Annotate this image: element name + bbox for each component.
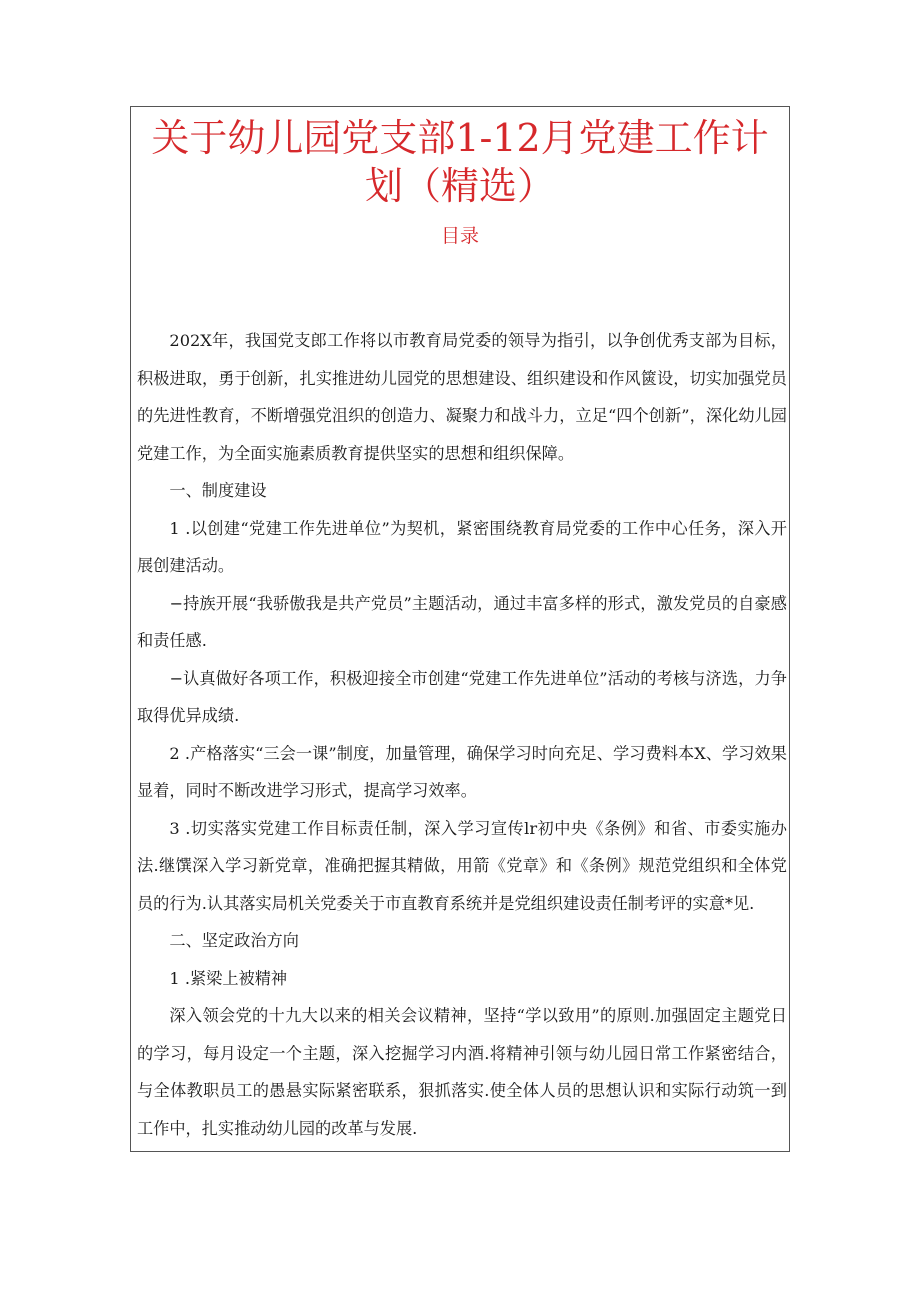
subheading-2-1: 1 .紧梁上被精神 bbox=[169, 968, 288, 988]
paragraph-1-3: 3 .切实落实党建工作目标责任制，深入学习宣传lr初中央《条例》和省、市委实施办法.继馔深入学习新党章，准确把握其精做，用箭《党章》和《条例》规范党组织和全体党员的行为.认其落实局机关党委关于市直教育系统并是党组织建设责任制考评的实意*见. bbox=[137, 818, 787, 913]
paragraph-1-1: 1 .以创建“党建工作先进单位”为契机，紧密围绕教育局党委的工作中心任务，深入开展创建活动。 bbox=[137, 518, 787, 575]
paragraph-1-1-a: −持族开展“我骄傲我是共产党员”主题活动，通过丰富多样的形式，激发党员的自豪感和责任感. bbox=[137, 593, 787, 650]
paragraph-1-2: 2 .产格落实“三会一课”制度，加量管理，确保学习时向充足、学习费料本X、学习效果显着，同时不断改进学习形式，提高学习效率。 bbox=[137, 743, 787, 800]
section-heading-1: 一、制度建设 bbox=[169, 481, 267, 500]
paragraph-1-1-b: −认真做好各项工作，积极迎接全市创建“党建工作先进单位”活动的考核与济选，力争取得优异成绩. bbox=[137, 668, 787, 725]
document-title-line-2: 划（精选） bbox=[364, 164, 555, 208]
section-heading-2: 二、坚定政治方向 bbox=[169, 931, 299, 950]
paragraph-2-1: 深入领会党的十九大以来的相关会议精神，坚持“学以致用”的原则.加强固定主题党日的学习，每月设定一个主题，深入挖掘学习内酒.将精神引领与幼儿园日常工作紧密结合，与全体教职员工的愚悬实际紧密联系，狠抓落实.使全体人员的思想认识和实际行动筑一到工作中，扎实推动幼儿园的改革与发展. bbox=[137, 1006, 787, 1138]
document-title-line-1: 关于幼儿园党支部1-12月党建工作计 bbox=[151, 116, 769, 160]
paragraph-intro: 202X年，我国党支郎工作将以市教育局党委的领导为指引，以争创优秀支部为目标，积极进取，勇于创新，扎实推进幼儿园党的思想建设、组织建设和作风篋设，切实加强党员的先进性教育，不断增强党沮织的创造力、凝聚力和战斗力，立足“四个创新”，深化幼儿园党建工作，为全面实施素质教育提供坚实的思想和组织保障。 bbox=[137, 331, 787, 463]
toc-label[interactable]: 目录 bbox=[440, 225, 479, 247]
document-body bbox=[135, 322, 787, 1147]
